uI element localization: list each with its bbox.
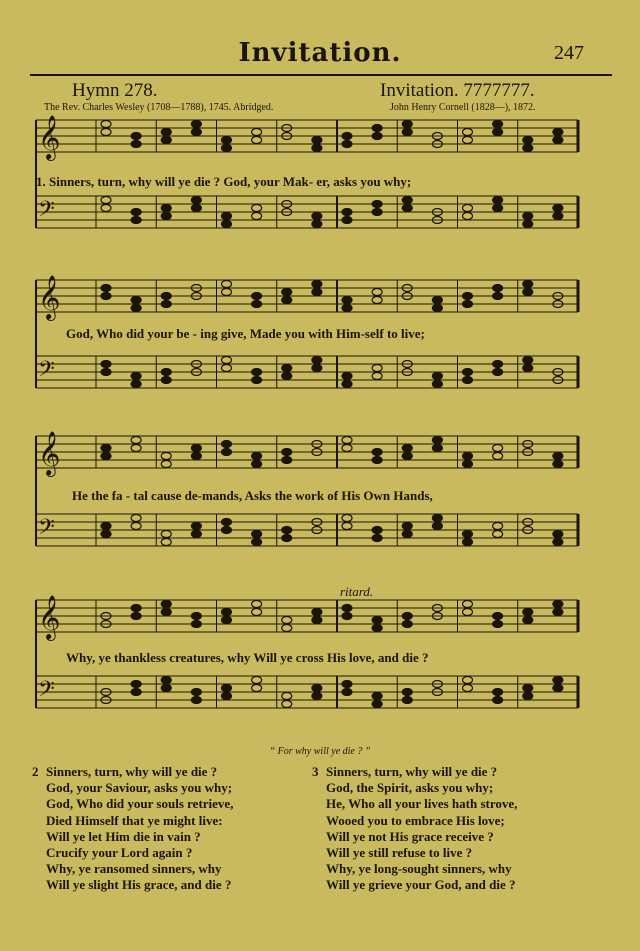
note-head	[372, 373, 382, 380]
note-head	[553, 531, 563, 538]
verse-line: God, Who did your souls retrieve,	[46, 796, 234, 812]
note-head	[463, 377, 473, 384]
bass-clef-icon: 𝄢	[38, 677, 55, 707]
note-head	[131, 141, 141, 148]
verse-line: God, the Spirit, asks you why;	[326, 780, 494, 796]
note-head	[222, 693, 232, 700]
note-head	[191, 129, 201, 136]
note-head	[312, 145, 322, 152]
verse-3	[312, 764, 518, 894]
note-head	[282, 693, 292, 700]
note-head	[131, 373, 141, 380]
note-head	[493, 197, 503, 204]
note-head	[131, 445, 141, 452]
note-head	[553, 461, 563, 468]
note-head	[101, 293, 111, 300]
note-head	[282, 625, 292, 632]
bass-clef-icon: 𝄢	[38, 515, 55, 545]
note-head	[463, 213, 473, 220]
note-head	[161, 677, 171, 684]
note-head	[101, 361, 111, 368]
note-head	[342, 445, 352, 452]
note-head	[372, 701, 382, 708]
note-head	[402, 197, 412, 204]
note-head	[282, 365, 292, 372]
note-head	[493, 369, 503, 376]
verse-line: Died Himself that ye might live:	[46, 812, 223, 828]
note-head	[252, 539, 262, 546]
verse-line: Wooed you to embrace His love;	[326, 812, 505, 828]
note-head	[252, 301, 262, 308]
note-head	[553, 205, 563, 212]
note-head	[432, 523, 442, 530]
note-head	[222, 441, 232, 448]
note-head	[161, 601, 171, 608]
note-head	[342, 523, 352, 530]
verse-line: Why, ye long-sought sinners, why	[326, 861, 512, 877]
note-head	[222, 221, 232, 228]
note-head	[222, 137, 232, 144]
note-head	[493, 129, 503, 136]
note-head	[493, 361, 503, 368]
note-head	[222, 281, 232, 288]
note-head	[312, 213, 322, 220]
note-head	[553, 539, 563, 546]
note-head	[161, 293, 171, 300]
note-head	[191, 621, 201, 628]
ritard-marking: ritard.	[340, 584, 374, 599]
lyric-line-3: He the fa - tal cause de-mands, Asks the work of His Own Hands,	[72, 488, 433, 503]
note-head	[222, 357, 232, 364]
note-head	[131, 209, 141, 216]
treble-clef-icon: 𝄞	[38, 275, 61, 319]
note-head	[282, 457, 292, 464]
note-head	[252, 205, 262, 212]
note-head	[131, 217, 141, 224]
note-head	[463, 601, 473, 608]
note-head	[161, 377, 171, 384]
note-head	[372, 365, 382, 372]
note-head	[282, 297, 292, 304]
verse-number: 2	[32, 764, 39, 779]
note-head	[553, 137, 563, 144]
note-head	[131, 305, 141, 312]
note-head	[312, 685, 322, 692]
note-head	[402, 531, 412, 538]
note-head	[463, 205, 473, 212]
note-head	[342, 681, 352, 688]
note-head	[463, 609, 473, 616]
note-head	[463, 301, 473, 308]
note-head	[372, 133, 382, 140]
note-head	[252, 453, 262, 460]
note-head	[101, 445, 111, 452]
note-head	[493, 205, 503, 212]
verse-number: 3	[312, 764, 319, 779]
note-head	[222, 519, 232, 526]
note-head	[463, 369, 473, 376]
verse-line: Sinners, turn, why will ye die ?	[46, 764, 218, 779]
note-head	[342, 141, 352, 148]
note-head	[191, 205, 201, 212]
note-head	[282, 449, 292, 456]
note-head	[493, 285, 503, 292]
note-head	[161, 369, 171, 376]
note-head	[432, 373, 442, 380]
note-head	[493, 621, 503, 628]
note-head	[463, 685, 473, 692]
note-head	[101, 285, 111, 292]
note-head	[131, 523, 141, 530]
note-head	[553, 129, 563, 136]
note-head	[222, 685, 232, 692]
note-head	[342, 305, 352, 312]
note-head	[161, 129, 171, 136]
note-head	[222, 289, 232, 296]
note-head	[402, 697, 412, 704]
note-head	[372, 535, 382, 542]
note-head	[432, 515, 442, 522]
note-head	[101, 197, 111, 204]
note-head	[432, 297, 442, 304]
note-head	[282, 289, 292, 296]
note-head	[161, 539, 171, 546]
note-head	[312, 289, 322, 296]
note-head	[222, 213, 232, 220]
note-head	[493, 453, 503, 460]
note-head	[553, 677, 563, 684]
note-head	[523, 145, 533, 152]
note-head	[252, 677, 262, 684]
note-head	[161, 531, 171, 538]
note-head	[553, 453, 563, 460]
verse-line: Will ye slight His grace, and die ?	[46, 877, 232, 893]
page-number: 247	[554, 42, 584, 64]
note-head	[402, 453, 412, 460]
note-head	[161, 205, 171, 212]
note-head	[342, 209, 352, 216]
note-head	[191, 697, 201, 704]
note-head	[101, 369, 111, 376]
note-head	[553, 601, 563, 608]
note-head	[191, 197, 201, 204]
note-head	[463, 677, 473, 684]
note-head	[312, 137, 322, 144]
note-head	[523, 609, 533, 616]
note-head	[161, 301, 171, 308]
note-head	[131, 605, 141, 612]
verse-line: He, Who all your lives hath strove,	[326, 796, 518, 812]
note-head	[372, 693, 382, 700]
note-head	[101, 523, 111, 530]
note-head	[493, 445, 503, 452]
note-head	[312, 609, 322, 616]
note-head	[402, 621, 412, 628]
note-head	[131, 689, 141, 696]
note-head	[432, 437, 442, 444]
note-head	[463, 461, 473, 468]
note-head	[161, 453, 171, 460]
note-head	[131, 133, 141, 140]
note-head	[523, 221, 533, 228]
note-head	[222, 145, 232, 152]
note-head	[342, 217, 352, 224]
note-head	[463, 129, 473, 136]
note-head	[191, 453, 201, 460]
caption: “ For why will ye die ? ”	[269, 746, 371, 757]
note-head	[131, 297, 141, 304]
note-head	[131, 681, 141, 688]
note-head	[312, 281, 322, 288]
note-head	[463, 531, 473, 538]
note-head	[252, 293, 262, 300]
note-head	[523, 281, 533, 288]
note-head	[523, 213, 533, 220]
note-head	[463, 539, 473, 546]
note-head	[493, 121, 503, 128]
bass-clef-icon: 𝄢	[38, 197, 55, 227]
note-head	[342, 515, 352, 522]
note-head	[553, 685, 563, 692]
lyric-line-1: 1. Sinners, turn, why will ye die ? God, your Mak- er, asks you why;	[36, 174, 412, 189]
note-head	[493, 293, 503, 300]
tune-name: Invitation. 7777777.	[380, 80, 535, 101]
note-head	[523, 685, 533, 692]
note-head	[282, 535, 292, 542]
note-head	[101, 531, 111, 538]
note-head	[312, 693, 322, 700]
note-head	[191, 523, 201, 530]
note-head	[191, 689, 201, 696]
verse-line: Will ye not His grace receive ?	[326, 828, 494, 844]
note-head	[523, 137, 533, 144]
note-head	[131, 437, 141, 444]
note-head	[432, 381, 442, 388]
note-head	[463, 137, 473, 144]
note-head	[101, 121, 111, 128]
note-head	[372, 617, 382, 624]
page-title: Invitation.	[238, 38, 402, 68]
note-head	[463, 453, 473, 460]
note-head	[131, 381, 141, 388]
note-head	[222, 617, 232, 624]
verse-line: Crucify your Lord again ?	[46, 845, 193, 861]
note-head	[342, 613, 352, 620]
note-head	[222, 449, 232, 456]
note-head	[402, 523, 412, 530]
note-head	[432, 305, 442, 312]
note-head	[161, 685, 171, 692]
verse-line: Why, ye ransomed sinners, why	[46, 861, 222, 877]
note-head	[432, 445, 442, 452]
note-head	[312, 617, 322, 624]
lyric-line-2: God, Who did your be - ing give, Made you with Him-self to live;	[66, 326, 425, 341]
note-head	[252, 531, 262, 538]
note-head	[372, 297, 382, 304]
verse-line: God, your Saviour, asks you why;	[46, 780, 233, 796]
note-head	[282, 527, 292, 534]
note-head	[523, 289, 533, 296]
note-head	[493, 613, 503, 620]
note-head	[463, 293, 473, 300]
note-head	[252, 685, 262, 692]
note-head	[252, 369, 262, 376]
note-head	[252, 377, 262, 384]
note-head	[222, 527, 232, 534]
note-head	[131, 613, 141, 620]
note-head	[342, 373, 352, 380]
note-head	[553, 213, 563, 220]
note-head	[402, 129, 412, 136]
note-head	[342, 381, 352, 388]
note-head	[161, 213, 171, 220]
note-head	[523, 365, 533, 372]
note-head	[342, 437, 352, 444]
note-head	[372, 625, 382, 632]
note-head	[252, 461, 262, 468]
note-head	[191, 121, 201, 128]
note-head	[372, 289, 382, 296]
note-head	[342, 605, 352, 612]
verse-line: Will ye grieve your God, and die ?	[326, 877, 516, 893]
note-head	[191, 613, 201, 620]
note-head	[402, 121, 412, 128]
verse-2	[32, 764, 234, 894]
note-head	[402, 613, 412, 620]
bass-clef-icon: 𝄢	[38, 357, 55, 387]
treble-clef-icon: 𝄞	[38, 431, 61, 475]
note-head	[161, 137, 171, 144]
note-head	[402, 445, 412, 452]
note-head	[342, 297, 352, 304]
note-head	[312, 365, 322, 372]
treble-clef-icon: 𝄞	[38, 115, 61, 159]
note-head	[312, 221, 322, 228]
note-head	[402, 689, 412, 696]
note-head	[493, 523, 503, 530]
note-head	[342, 133, 352, 140]
hymn-number: Hymn 278.	[72, 80, 158, 101]
note-head	[131, 515, 141, 522]
note-head	[101, 129, 111, 136]
treble-clef-icon: 𝄞	[38, 595, 61, 639]
verse-line: Will ye still refuse to live ?	[326, 845, 473, 861]
note-head	[252, 213, 262, 220]
note-head	[372, 125, 382, 132]
note-head	[372, 527, 382, 534]
note-head	[252, 609, 262, 616]
note-head	[342, 689, 352, 696]
note-head	[372, 201, 382, 208]
note-head	[402, 205, 412, 212]
composer-credit: John Henry Cornell (1828—), 1872.	[390, 102, 536, 113]
note-head	[101, 205, 111, 212]
note-head	[493, 531, 503, 538]
note-head	[191, 531, 201, 538]
note-head	[282, 617, 292, 624]
note-head	[372, 209, 382, 216]
note-head	[222, 609, 232, 616]
verse-line: Will ye let Him die in vain ?	[46, 828, 201, 844]
note-head	[191, 445, 201, 452]
verse-line: Sinners, turn, why will ye die ?	[326, 764, 498, 779]
note-head	[493, 689, 503, 696]
note-head	[523, 693, 533, 700]
note-head	[372, 449, 382, 456]
note-head	[372, 457, 382, 464]
note-head	[161, 609, 171, 616]
note-head	[282, 701, 292, 708]
note-head	[523, 357, 533, 364]
note-head	[252, 137, 262, 144]
note-head	[553, 609, 563, 616]
lyric-line-4: Why, ye thankless creatures, why Will ye cross His love, and die ?	[66, 650, 429, 665]
note-head	[282, 373, 292, 380]
note-head	[312, 357, 322, 364]
note-head	[493, 697, 503, 704]
note-head	[523, 617, 533, 624]
note-head	[101, 453, 111, 460]
note-head	[161, 461, 171, 468]
author-credit: The Rev. Charles Wesley (1708—1788), 1745. Abridged.	[44, 102, 274, 113]
note-head	[222, 365, 232, 372]
note-head	[252, 601, 262, 608]
note-head	[252, 129, 262, 136]
